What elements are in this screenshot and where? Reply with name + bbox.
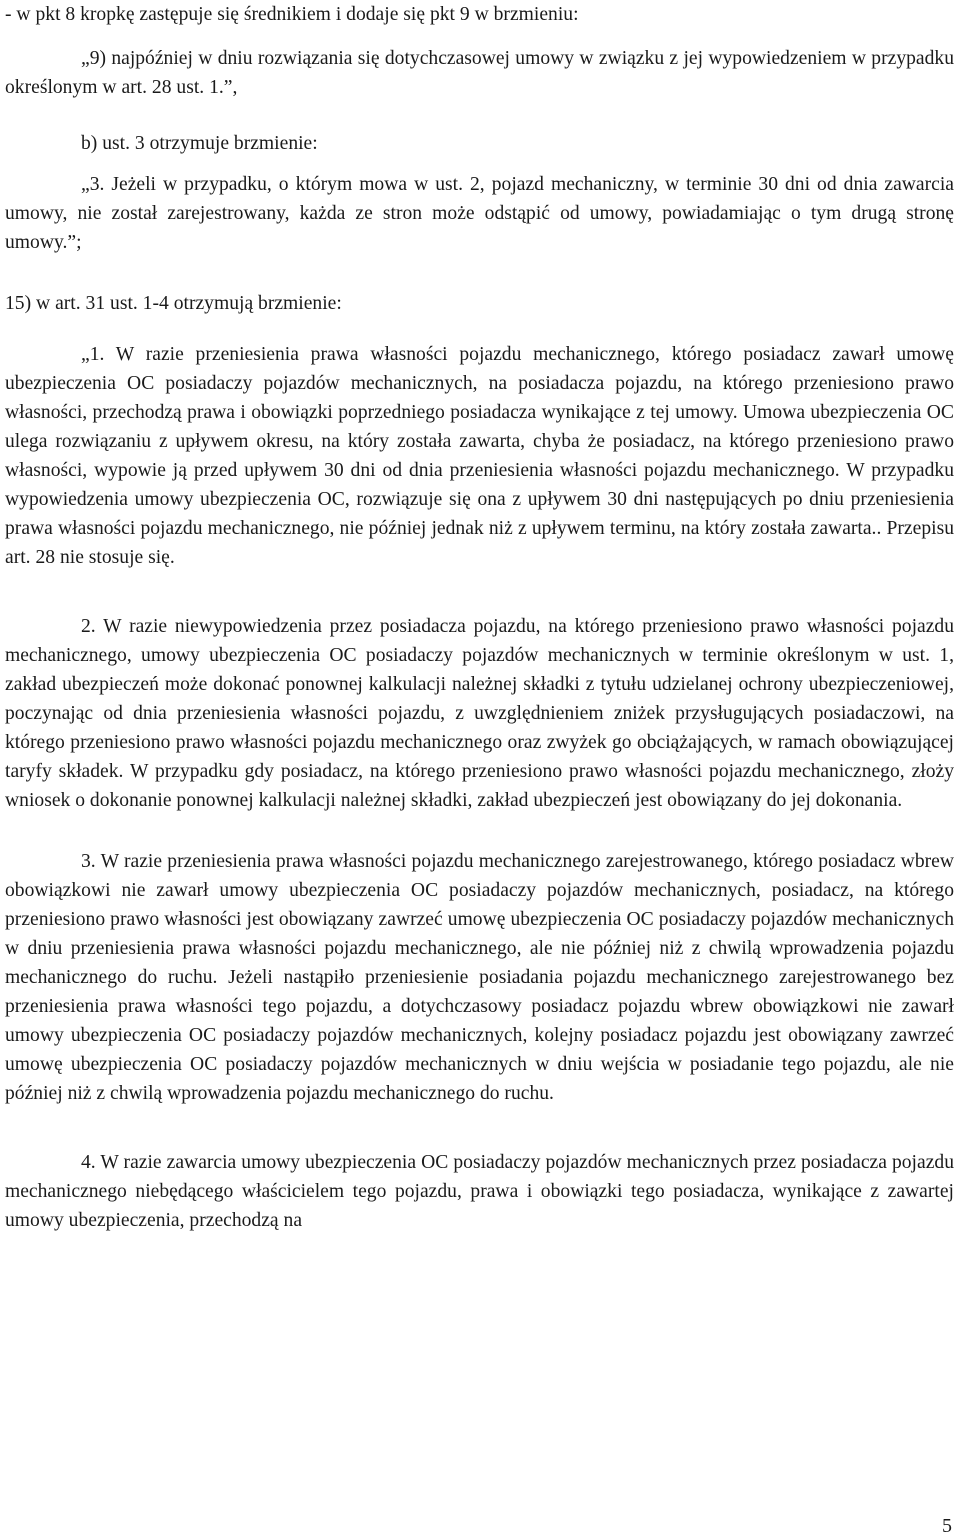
document-page: [5, 0, 954, 1235]
point-15-line: 15) w art. 31 ust. 1-4 otrzymują brzmienie:: [5, 293, 342, 314]
page-number: 5: [942, 1515, 952, 1537]
subpoint-b-line: b) ust. 3 otrzymuje brzmienie:: [81, 133, 318, 154]
ust-1-paragraph: „1. W razie przeniesienia prawa własności pojazdu mechanicznego, którego posiadacz zawarł umowę ubezpieczenia OC posiadaczy pojazdów mechanicznych, na posiadacza pojazdu, na którego przeniesiono prawo własności, przechodzą prawa i obowiązki poprzedniego posiadacza wynikające z tej umowy. Umowa ubezpieczenia OC ulega rozwiązaniu z upływem okresu, na który została zawarta, chyba że posiadacz, na którego przeniesiono prawo własności, wypowie ją przed upływem 30 dni od dnia przeniesienia własności pojazdu mechanicznego. W przypadku wypowiedzenia umowy ubezpieczenia OC, rozwiązuje się ona z upływem 30 dni następujących po dniu przeniesienia prawa własności pojazdu mechanicznego, nie później jednak niż z upływem terminu, na który została zawarta.. Przepisu art. 28 nie stosuje się.: [5, 344, 954, 568]
ust-3-paragraph: „3. Jeżeli w przypadku, o którym mowa w ust. 2, pojazd mechaniczny, w terminie 30 dni od dnia zawarcia umowy, nie został zarejestrowany, każda ze stron może odstąpić od umowy, powiadamiając o tym drugą stronę umowy.”;: [5, 174, 954, 253]
ust-3-new-paragraph: 3. W razie przeniesienia prawa własności pojazdu mechanicznego zarejestrowanego, którego posiadacz wbrew obowiązkowi nie zawarł umowy ubezpieczenia OC posiadaczy pojazdów mechanicznych, posiadacz, na którego przeniesiono prawo własności jest obowiązany zawrzeć umowę ubezpieczenia OC posiadaczy pojazdów mechanicznych w dniu przeniesienia prawa własności pojazdu mechanicznego, ale nie później niż z chwilą wprowadzenia pojazdu mechanicznego do ruchu. Jeżeli nastąpiło przeniesienie posiadania pojazdu mechanicznego zarejestrowanego bez przeniesienia prawa własności tego pojazdu, a dotychczasowy posiadacz pojazdu wbrew obowiązkowi nie zawarł umowy ubezpieczenia OC posiadaczy pojazdów mechanicznych, kolejny posiadacz pojazdu jest obowiązany zawrzeć umowę ubezpieczenia OC posiadaczy pojazdów mechanicznych w dniu wejścia w posiadanie tego pojazdu, ale nie później niż z chwilą wprowadzenia pojazdu mechanicznego do ruchu.: [5, 851, 954, 1104]
point-9-paragraph: „9) najpóźniej w dniu rozwiązania się dotychczasowej umowy w związku z jej wypowiedzeniem w przypadku określonym w art. 28 ust. 1.”,: [5, 48, 954, 98]
ust-2-paragraph: 2. W razie niewypowiedzenia przez posiadacza pojazdu, na którego przeniesiono prawo własności pojazdu mechanicznego, umowy ubezpieczenia OC posiadaczy pojazdów mechanicznych w terminie określonym w ust. 1, zakład ubezpieczeń może dokonać ponownej kalkulacji należnej składki z tytułu udzielanej ochrony ubezpieczeniowej, poczynając od dnia przeniesienia własności pojazdu, z uwzględnieniem zniżek przysługujących posiadaczowi, na którego przeniesiono prawo własności pojazdu mechanicznego oraz zwyżek go obciążających, w ramach obowiązującej taryfy składek. W przypadku gdy posiadacz, na którego przeniesiono prawo własności pojazdu mechanicznego, złoży wniosek o dokonanie ponownej kalkulacji należnej składki, zakład ubezpieczeń jest obowiązany do jej dokonania.: [5, 616, 954, 811]
ust-4-paragraph: 4. W razie zawarcia umowy ubezpieczenia OC posiadaczy pojazdów mechanicznych przez posiadacza pojazdu mechanicznego niebędącego właścicielem tego pojazdu, prawa i obowiązki tego posiadacza, wynikające z zawartej umowy ubezpieczenia, przechodzą na: [5, 1152, 954, 1231]
intro-line: - w pkt 8 kropkę zastępuje się średnikiem i dodaje się pkt 9 w brzmieniu:: [5, 4, 579, 25]
